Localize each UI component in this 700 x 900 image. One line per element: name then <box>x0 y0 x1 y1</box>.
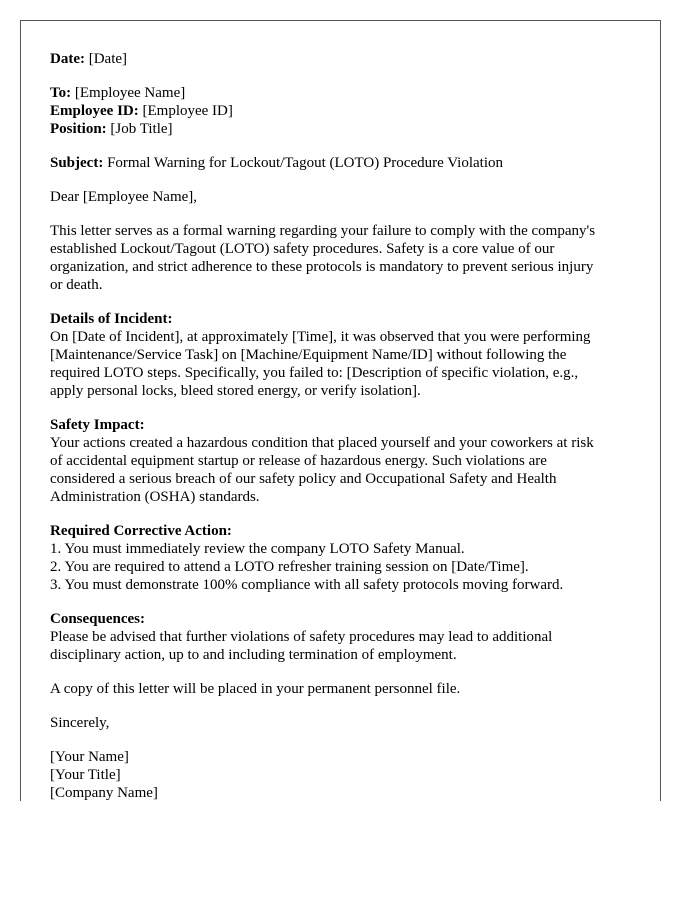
incident-section <box>50 310 640 400</box>
impact-heading: Safety Impact: <box>50 417 145 433</box>
signature-company: [Company Name] <box>50 785 158 801</box>
consequences-line: disciplinary action, up to and including termination of employment. <box>50 647 457 663</box>
subject-line <box>50 154 640 172</box>
employee-id-line <box>50 102 640 120</box>
signature-name: [Your Name] <box>50 749 129 765</box>
corrective-item: 2. You are required to attend a LOTO refresher training session on [Date/Time]. <box>50 559 529 575</box>
recipient-block <box>50 84 640 138</box>
letter-body <box>50 50 640 802</box>
incident-line: required LOTO steps. Specifically, you failed to: [Description of specific violation, e.g., <box>50 365 579 381</box>
date-label: Date: <box>50 51 85 67</box>
subject-value: Formal Warning for Lockout/Tagout (LOTO) Procedure Violation <box>107 155 504 171</box>
corrective-item: 3. You must demonstrate 100% compliance with all safety protocols moving forward. <box>50 577 564 593</box>
date-value: [Date] <box>88 51 128 67</box>
to-line <box>50 84 640 102</box>
position-line <box>50 120 640 138</box>
impact-line: Administration (OSHA) standards. <box>50 489 260 505</box>
salutation: Dear [Employee Name], <box>50 189 198 205</box>
corrective-item: 1. You must immediately review the company LOTO Safety Manual. <box>50 541 465 557</box>
to-value: [Employee Name] <box>74 85 186 101</box>
impact-line: of accidental equipment startup or release of hazardous energy. Such violations are <box>50 453 547 469</box>
subject-label: Subject: <box>50 155 104 171</box>
consequences-line: Please be advised that further violations of safety procedures may lead to additional <box>50 629 553 645</box>
consequences-heading: Consequences: <box>50 611 146 627</box>
impact-line: considered a serious breach of our safety policy and Occupational Safety and Health <box>50 471 557 487</box>
incident-line: On [Date of Incident], at approximately [Time], it was observed that you were performing <box>50 329 591 345</box>
to-label: To: <box>50 85 72 101</box>
corrective-section <box>50 522 640 594</box>
impact-section <box>50 416 640 506</box>
file-note: A copy of this letter will be placed in your permanent personnel file. <box>50 681 461 697</box>
signature-title: [Your Title] <box>50 767 121 783</box>
signature-block <box>50 748 640 802</box>
closing: Sincerely, <box>50 715 110 731</box>
date-block <box>50 50 640 68</box>
consequences-section <box>50 610 640 664</box>
letter-page <box>20 20 661 801</box>
position-label: Position: <box>50 121 107 137</box>
intro-line: This letter serves as a formal warning regarding your failure to comply with the company's <box>50 223 596 239</box>
incident-line: apply personal locks, bleed stored energy, or verify isolation]. <box>50 383 421 399</box>
intro-paragraph <box>50 222 640 294</box>
intro-line: or death. <box>50 277 103 293</box>
position-value: [Job Title] <box>110 121 173 137</box>
intro-line: established Lockout/Tagout (LOTO) safety procedures. Safety is a core value of our <box>50 241 555 257</box>
incident-heading: Details of Incident: <box>50 311 173 327</box>
corrective-heading: Required Corrective Action: <box>50 523 232 539</box>
intro-line: organization, and strict adherence to these protocols is mandatory to prevent serious injury <box>50 259 594 275</box>
incident-line: [Maintenance/Service Task] on [Machine/Equipment Name/ID] without following the <box>50 347 567 363</box>
employee-id-label: Employee ID: <box>50 103 139 119</box>
employee-id-value: [Employee ID] <box>142 103 233 119</box>
impact-line: Your actions created a hazardous condition that placed yourself and your coworkers at risk <box>50 435 594 451</box>
